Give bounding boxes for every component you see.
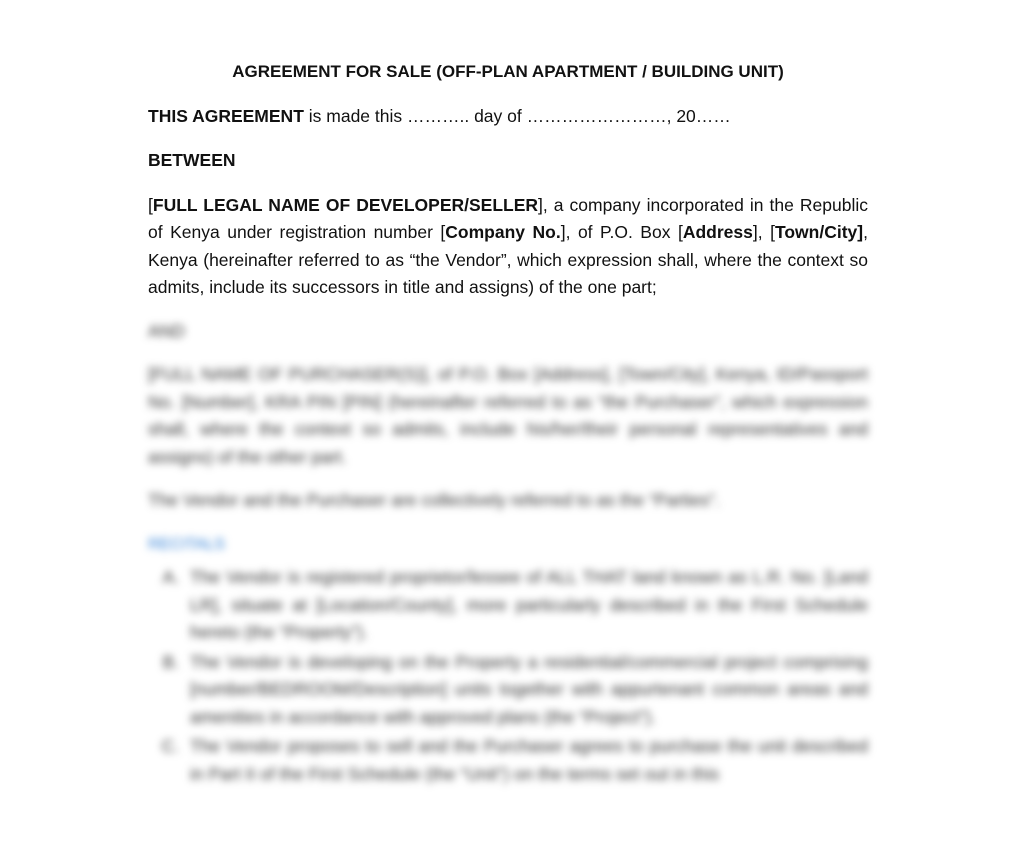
date-line-rest: is made this ……….. day of ……………………, 20…… (303, 105, 731, 126)
vendor-text-1: ], a company incorporated in the Republic of Kenya under registration number [ (148, 194, 868, 242)
vendor-text-4: , Kenya (hereinafter referred to as “the Vendor”, which expression shall, where the context so admits, include its successors in title and assigns) of the one part; (148, 222, 868, 297)
vendor-text-2: ], of P.O. Box [ (560, 222, 683, 242)
company-number-placeholder: Company No. (445, 222, 561, 242)
vendor-paragraph (148, 192, 868, 302)
vendor-bracket-open: [ (148, 194, 153, 215)
parties-paragraph: The Vendor and the Purchaser are collectively referred to as the “Parties”. (148, 490, 720, 510)
agreement-date-line (148, 103, 868, 131)
and-label: AND (148, 320, 185, 341)
date-line-lead: THIS AGREEMENT (148, 105, 304, 126)
blurred-preview-section (148, 318, 868, 789)
recitals-heading: RECITALS (148, 535, 226, 553)
town-placeholder: Town/City] (774, 222, 864, 242)
recitals-list (148, 564, 868, 788)
vendor-text-3: ], [ (752, 222, 775, 242)
purchaser-paragraph: [FULL NAME OF PURCHASER(S)], of P.O. Box [Address], [Town/City], Kenya, ID/Passport No. [Number], KRA PIN [PIN] (hereinafter referred to as “the Purchaser”, which expression shall, where the context so admits, include his/her/their personal representatives and assigns) of the other part. (148, 364, 868, 467)
document-title: AGREEMENT FOR SALE (OFF-PLAN APARTMENT / BUILDING UNIT) (232, 62, 784, 81)
recital-item: C. The Vendor proposes to sell and the Purchaser agrees to purchase the unit described in Part II of the First Schedule (the “Unit”) on the terms set out in this (184, 733, 868, 788)
between-label: BETWEEN (148, 150, 236, 170)
address-placeholder: Address (682, 222, 753, 242)
recital-item: A. The Vendor is registered proprietor/lessee of ALL THAT land known as L.R. No. [Land LR], situate at [Location/County], more particularly described in the First Schedule hereto (the “Property”). (184, 564, 868, 647)
recital-item: B. The Vendor is developing on the Property a residential/commercial project comprising [number/BEDROOM/Description] units together with appurtenant common areas and amenities in accordance with approved plans (the “Project”). (184, 649, 868, 732)
agreement-document (148, 58, 868, 790)
vendor-name-placeholder: FULL LEGAL NAME OF DEVELOPER/SELLER (152, 194, 539, 215)
